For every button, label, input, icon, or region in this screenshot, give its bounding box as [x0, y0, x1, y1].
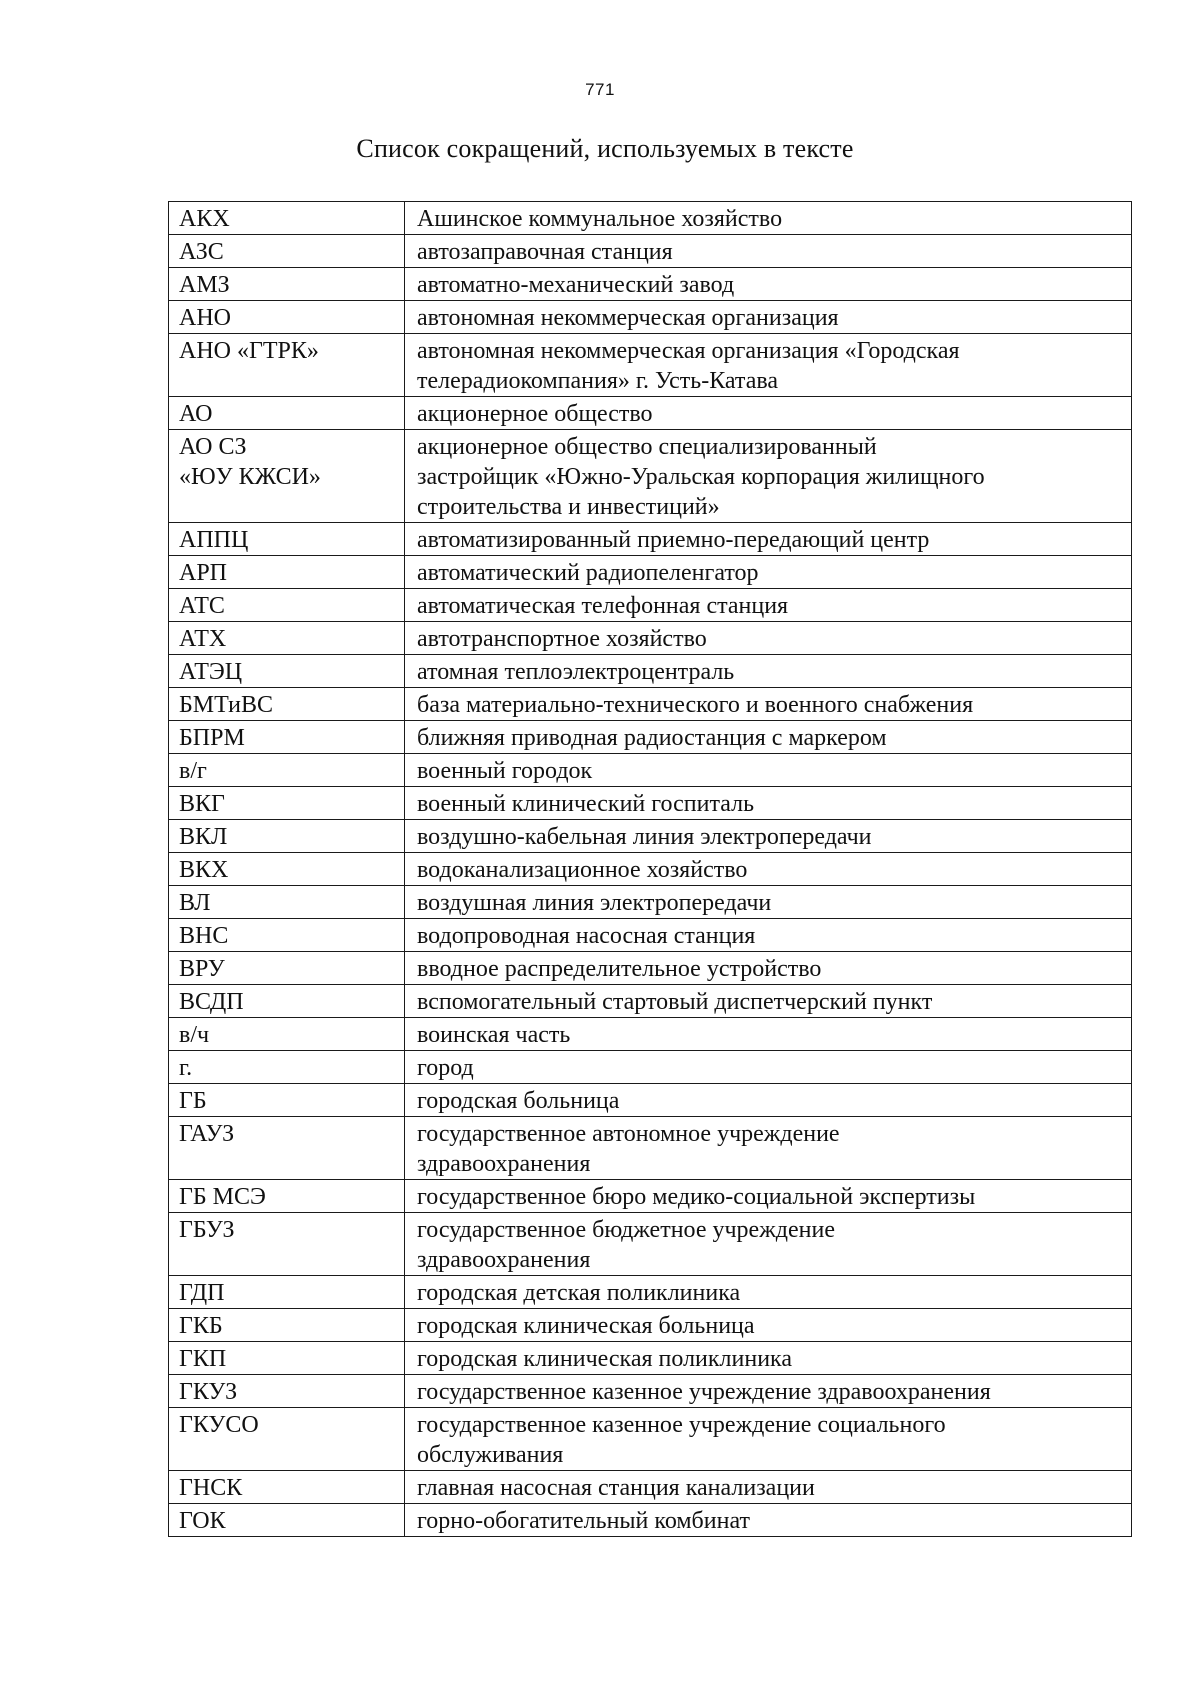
table-row [169, 853, 1132, 886]
definition-cell: городская детская поликлиника [405, 1276, 1132, 1309]
table-row [169, 1408, 1132, 1471]
table-row [169, 1084, 1132, 1117]
definition-cell: горно-обогатительный комбинат [405, 1504, 1132, 1537]
definition-cell: водопроводная насосная станция [405, 919, 1132, 952]
definition-cell: автоматическая телефонная станция [405, 589, 1132, 622]
abbreviation-cell: ГАУЗ [169, 1117, 405, 1180]
abbreviation-cell: ГКУЗ [169, 1375, 405, 1408]
abbreviation-cell: АЗС [169, 235, 405, 268]
table-row [169, 1504, 1132, 1537]
definition-cell: база материально-технического и военного снабжения [405, 688, 1132, 721]
table-row [169, 655, 1132, 688]
abbreviation-cell: АО СЗ «ЮУ КЖСИ» [169, 430, 405, 523]
definition-cell: государственное бюро медико-социальной экспертизы [405, 1180, 1132, 1213]
abbreviation-cell: БМТиВС [169, 688, 405, 721]
abbreviations-table-body [169, 202, 1132, 1537]
definition-cell: военный клинический госпиталь [405, 787, 1132, 820]
abbreviation-cell: АТХ [169, 622, 405, 655]
definition-cell: воинская часть [405, 1018, 1132, 1051]
definition-cell: вспомогательный стартовый диспетчерский пункт [405, 985, 1132, 1018]
definition-cell: Ашинское коммунальное хозяйство [405, 202, 1132, 235]
definition-cell: главная насосная станция канализации [405, 1471, 1132, 1504]
definition-cell: городская больница [405, 1084, 1132, 1117]
definition-cell: водоканализационное хозяйство [405, 853, 1132, 886]
definition-cell: городская клиническая больница [405, 1309, 1132, 1342]
definition-cell: государственное бюджетное учреждение здравоохранения [405, 1213, 1132, 1276]
abbreviations-table [168, 201, 1132, 1537]
abbreviation-cell: ВРУ [169, 952, 405, 985]
abbreviation-cell: ГНСК [169, 1471, 405, 1504]
table-row [169, 919, 1132, 952]
table-row [169, 622, 1132, 655]
abbreviation-cell: АО [169, 397, 405, 430]
abbreviation-cell: в/ч [169, 1018, 405, 1051]
abbreviation-cell: ГКП [169, 1342, 405, 1375]
abbreviation-cell: ГКБ [169, 1309, 405, 1342]
page-title: Список сокращений, используемых в тексте [356, 134, 854, 163]
definition-cell: автоматизированный приемно-передающий центр [405, 523, 1132, 556]
table-row [169, 985, 1132, 1018]
abbreviation-cell: г. [169, 1051, 405, 1084]
abbreviation-cell: АКХ [169, 202, 405, 235]
table-row [169, 754, 1132, 787]
definition-cell: автоматно-механический завод [405, 268, 1132, 301]
abbreviation-cell: ВСДП [169, 985, 405, 1018]
definition-cell: автотранспортное хозяйство [405, 622, 1132, 655]
abbreviation-cell: АНО [169, 301, 405, 334]
definition-cell: автозаправочная станция [405, 235, 1132, 268]
definition-cell: автоматический радиопеленгатор [405, 556, 1132, 589]
table-row [169, 589, 1132, 622]
definition-cell: воздушно-кабельная линия электропередачи [405, 820, 1132, 853]
definition-cell: ближняя приводная радиостанция с маркером [405, 721, 1132, 754]
table-row [169, 1342, 1132, 1375]
table-row [169, 523, 1132, 556]
table-row [169, 1051, 1132, 1084]
table-row [169, 1375, 1132, 1408]
abbreviation-cell: ГДП [169, 1276, 405, 1309]
definition-cell: военный городок [405, 754, 1132, 787]
abbreviation-cell: ГБ [169, 1084, 405, 1117]
definition-cell: автономная некоммерческая организация «Городская телерадиокомпания» г. Усть-Катава [405, 334, 1132, 397]
table-row [169, 688, 1132, 721]
definition-cell: атомная теплоэлектроцентраль [405, 655, 1132, 688]
abbreviation-cell: ГОК [169, 1504, 405, 1537]
abbreviation-cell: ВКХ [169, 853, 405, 886]
page-number: 771 [585, 80, 615, 99]
abbreviation-cell: ВЛ [169, 886, 405, 919]
abbreviation-cell: АМЗ [169, 268, 405, 301]
table-row [169, 397, 1132, 430]
definition-cell: государственное казенное учреждение здравоохранения [405, 1375, 1132, 1408]
definition-cell: городская клиническая поликлиника [405, 1342, 1132, 1375]
table-row [169, 1213, 1132, 1276]
abbreviation-cell: ГБ МСЭ [169, 1180, 405, 1213]
definition-cell: автономная некоммерческая организация [405, 301, 1132, 334]
definition-cell: государственное автономное учреждение здравоохранения [405, 1117, 1132, 1180]
abbreviation-cell: ГКУСО [169, 1408, 405, 1471]
table-row [169, 1018, 1132, 1051]
table-row [169, 787, 1132, 820]
definition-cell: вводное распределительное устройство [405, 952, 1132, 985]
definition-cell: акционерное общество специализированный застройщик «Южно-Уральская корпорация жилищного строительства и инвестиций» [405, 430, 1132, 523]
abbreviation-cell: БПРМ [169, 721, 405, 754]
definition-cell: акционерное общество [405, 397, 1132, 430]
table-row [169, 202, 1132, 235]
table-row [169, 1276, 1132, 1309]
abbreviation-cell: АТС [169, 589, 405, 622]
abbreviation-cell: ВКЛ [169, 820, 405, 853]
abbreviation-cell: ВНС [169, 919, 405, 952]
table-row [169, 430, 1132, 523]
abbreviation-cell: АППЦ [169, 523, 405, 556]
table-row [169, 556, 1132, 589]
abbreviation-cell: ВКГ [169, 787, 405, 820]
abbreviation-cell: в/г [169, 754, 405, 787]
abbreviation-cell: АНО «ГТРК» [169, 334, 405, 397]
table-row [169, 886, 1132, 919]
definition-cell: город [405, 1051, 1132, 1084]
table-row [169, 301, 1132, 334]
table-row [169, 1471, 1132, 1504]
abbreviation-cell: АТЭЦ [169, 655, 405, 688]
table-row [169, 235, 1132, 268]
table-row [169, 1117, 1132, 1180]
abbreviation-cell: ГБУЗ [169, 1213, 405, 1276]
abbreviation-cell: АРП [169, 556, 405, 589]
table-row [169, 1309, 1132, 1342]
definition-cell: государственное казенное учреждение социального обслуживания [405, 1408, 1132, 1471]
table-row [169, 820, 1132, 853]
table-row [169, 721, 1132, 754]
table-row [169, 268, 1132, 301]
definition-cell: воздушная линия электропередачи [405, 886, 1132, 919]
table-row [169, 952, 1132, 985]
table-row [169, 334, 1132, 397]
table-row [169, 1180, 1132, 1213]
